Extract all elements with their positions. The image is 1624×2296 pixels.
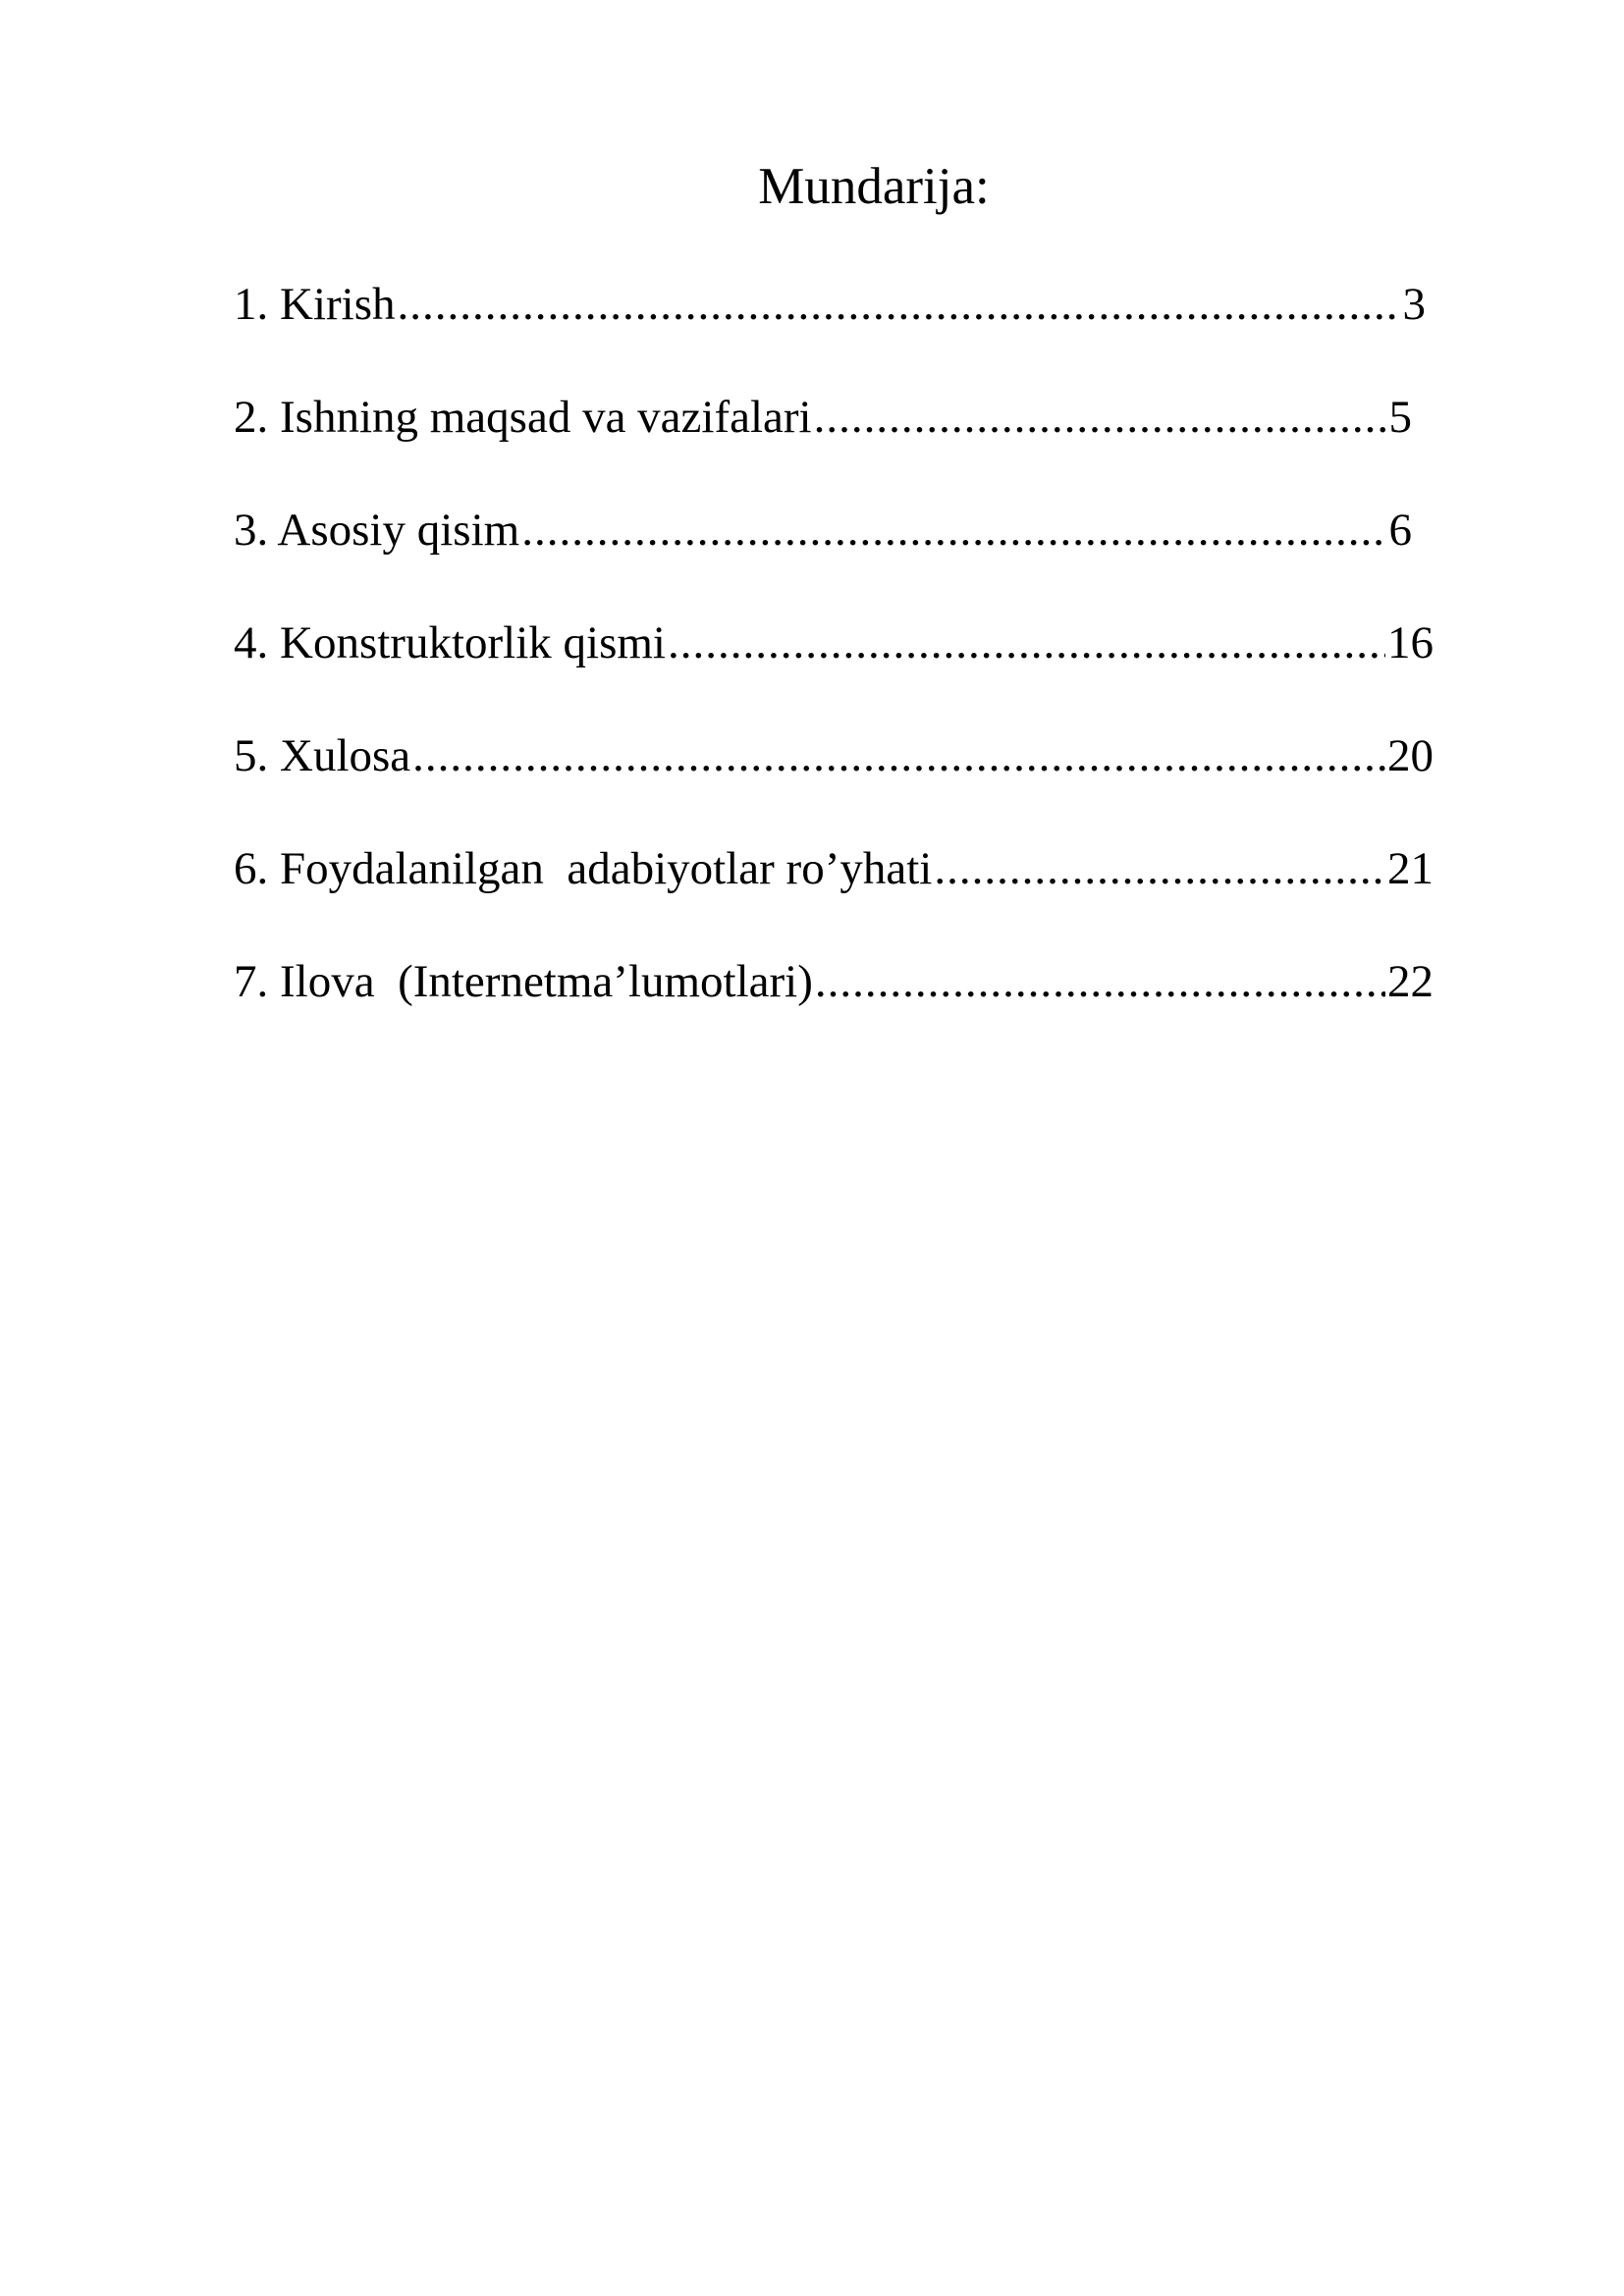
toc-entry-adabiyotlar (234, 839, 1434, 952)
toc-entry-label: 1. Kirish (234, 279, 396, 330)
toc-entry-page-number: 3 (1402, 279, 1426, 330)
toc-entry-label: 7. Ilova (Internetma’lumotlari) (234, 956, 813, 1007)
toc-entry-page-number: 16 (1387, 617, 1434, 668)
toc-entry-page-number: 21 (1387, 843, 1434, 894)
toc-dot-leader (521, 501, 1386, 560)
toc-entry-kirish (234, 275, 1426, 388)
toc-entry-page-number: 20 (1387, 730, 1434, 781)
toc-dot-leader (814, 388, 1387, 447)
toc-entry-label: 2. Ishning maqsad va vazifalari (234, 392, 812, 443)
table-of-contents (234, 275, 1441, 1065)
toc-entry-page-number: 22 (1387, 956, 1434, 1007)
toc-entry-konstruktorlik (234, 614, 1434, 726)
toc-entry-label: 3. Asosiy qisim (234, 505, 520, 556)
toc-entry-label: 5. Xulosa (234, 730, 411, 781)
toc-dot-leader (668, 614, 1385, 672)
toc-entry-label: 6. Foydalanilgan adabiyotlar ro’yhati (234, 843, 933, 894)
toc-dot-leader (412, 726, 1385, 785)
toc-entry-ilova (234, 952, 1434, 1065)
toc-entry-label: 4. Konstruktorlik qismi (234, 617, 666, 668)
toc-entry-page-number: 5 (1388, 392, 1412, 443)
toc-dot-leader (934, 839, 1385, 898)
toc-entry-xulosa (234, 726, 1434, 839)
toc-title: Mundarija: (758, 158, 990, 215)
toc-dot-leader (398, 275, 1401, 334)
toc-entry-asosiy (234, 501, 1412, 614)
toc-dot-leader (815, 952, 1385, 1011)
toc-entry-maqsad (234, 388, 1412, 501)
toc-entry-page-number: 6 (1388, 505, 1412, 556)
